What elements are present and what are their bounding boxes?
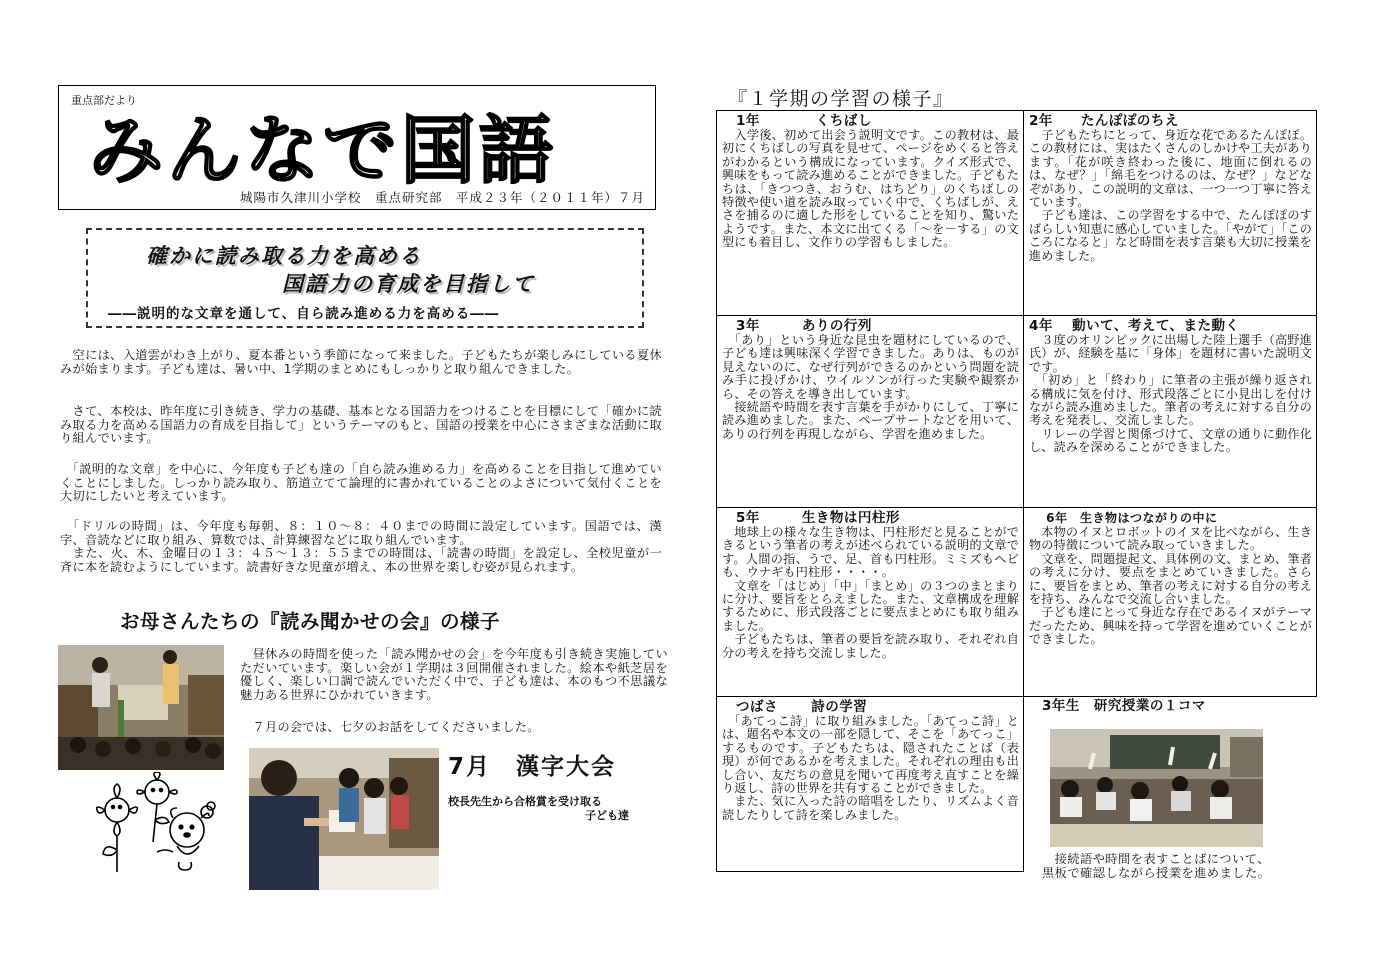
intro-paragraph-2: さて、本校は、昨年度に引き続き、学力の基礎、基本となる国語力をつけることを目標にして「確かに読み取る力を高める国語力の育成を目指して」というテーマのもと、国語の授業を中心にさまざまな活動に取り組んでいます。 [60,404,662,446]
theme-subtitle: ――説明的な文章を通して、自ら読み進める力を高める―― [108,306,500,322]
kanji-caption-line-2: 子ども達 [585,809,629,822]
grade-4-title: 4年 動いて、考えて、また動く [1029,318,1240,334]
grade-6-title: 6年 生き物はつながりの中に [1029,511,1218,525]
grade-3-body: 「あり」という身近な昆虫を題材にしているので、子ども達は興味深く学習できました。ありは、ものが見えないのに、なぜ行列ができるのかという問題を読み手に投げかけ、ウイルソンが行った実験や観察から、その答えを導き出しています。 接続語や時間を表す言葉を手がかりにして、丁寧に読み進めました。また、ペープサートなどを用いて、ありの行列を再現しながら、学習を進めました。 [722,333,1019,441]
reading-section-heading: お母さんたちの『読み聞かせの会』の様子 [120,610,501,633]
grade-2-title: 2年 たんぽぽのちえ [1029,113,1179,129]
masthead [58,85,656,210]
intro-paragraph-4: 「ドリルの時間」は、今年度も毎朝、８：１０～８：４０までの時間に設定しています。国語では、漢字、音読などに取り組み、算数では、計算練習などに取り組んでいます。 また、火、木、金曜日の１３：４５～１３：５５までの時間は、「読書の時間」を設定し、全校児童が一斉に本を読むようにしています。読書好きな児童が増え、本の世界を楽しむ姿が見られます。 [60,519,662,574]
grade-6-body: 本物のイヌとロボットのイヌを比べながら、生き物の特徴について読み取っていきました。 文章を、問題提起文、具体例の文、まとめ、筆者の考えに分け、要点をまとめていきました。さらに、要旨をまとめ、筆者の考えに対する自分の考えを持ち、みんなで交流し合いました。 子ども達にとって身近な存在であるイヌがテーマだったため、興味を持って学習を進めていくことができました。 [1029,525,1312,647]
tsubasa-body: 「あてっこ詩」に取り組みました。「あてっこ詩」とは、題名や本文の一部を隠して、そこを「あてっこ」するものです。子どもたちは、隠されたことば（表現）が何であるかを考えました。それぞれの理由も出し合い、友だちの意見を聞いて再度考え直すことを繰り返し、詩の世界を共有することができました。 また、気に入った詩の暗唱をしたり、リズムよく音読したりして詩を楽しみました。 [722,714,1019,822]
theme-box [86,228,644,328]
grade-5-title: 5年 生き物は円柱形 [722,510,900,526]
kanji-contest-heading: 7月 漢字大会 [448,754,617,780]
newsletter-title: みんなで国語 [89,108,557,194]
research-lesson-title: 3年生 研究授業の１コマ [1028,698,1206,714]
tsubasa-title: つばさ 詩の学習 [722,699,868,715]
reading-session-photo [58,645,224,770]
grade-5-cell [716,507,1024,697]
tsubasa-cell [716,696,1024,872]
grade-2-cell [1023,110,1317,316]
kanji-photo-caption [448,795,629,823]
flower-dog-illustration [95,772,225,877]
grade-1-body: 入学後、初めて出会う説明文です。この教材は、最初にくちばしの写真を見せて、ページをめくると答えがわかるという構成になっています。クイズ形式で、興味をもって読み進めることができました。子どもたちは、「きつつき、おうむ、はちどり」のくちばしの特徴や使い道を読み取っていく中で、くちばしが、えさを捕るのに適した形をしていることを知り、驚いたようです。また、本文に出てくる「～を－する」の文型にも着目し、文作りの学習もしました。 [722,128,1019,250]
kanji-contest-photo [249,748,439,890]
grade-5-body: 地球上の様々な生き物は、円柱形だと見ることができるという筆者の考えが述べられている説明的文章です。人間の指、うで、足、首も円柱形。ミミズもヘビも、ウナギも円柱形・・・・。 文章を「はじめ」「中」「まとめ」の３つのまとまりに分け、要旨をとらえました。また、文章構成を理解するために、形式段落ごとに要点まとめにも取り組みました。 子どもたちは、筆者の要旨を読み取り、それぞれ自分の考えを持ち交流しました。 [722,525,1019,660]
research-lesson-photo [1050,729,1263,847]
theme-line-1: 確かに読み取る力を高める [146,244,422,268]
reading-paragraph-2: ７月の会では、七夕のお話をしてくださいました。 [240,720,540,734]
reading-paragraph-1: 昼休みの時間を使った「読み聞かせの会」を今年度も引き続き実施していただいています。楽しい会が１学期は３回開催されました。絵本や紙芝居を優しく、楽しい口調で読んでいただく中で、子ども達は、本のもつ不思議な魅力ある世界にひかれていきます。 [240,647,668,702]
grade-1-title: 1年 くちばし [722,113,872,129]
newsletter-label: 重点部だより [71,94,137,107]
grade-2-body: 子どもたちにとって、身近な花であるたんぽぽ。この教材には、実はたくさんのしかけや工夫があります。「花が咲き終わった後に、地面に倒れるのは、なぜ？」「綿毛をつけるのは、なぜ？」などなぞがあり、この説明的文章は、一つ一つ丁寧に答えています。 子ども達は、この学習をする中で、たんぽぽのすばらしい知恵に感心していました。「やがて」「このころになると」など時間を表す言葉も大切に授業を進めました。 [1029,128,1312,263]
grade-1-cell [716,110,1024,316]
intro-paragraph-1: 空には、入道雲がわき上がり、夏本番という季節になって来ました。子どもたちが楽しみにしている夏休みが始まります。子ども達は、暑い中、1学期のまとめにもしっかりと取り組んできました。 [60,348,662,376]
grade-4-body: ３度のオリンピックに出場した陸上選手（高野進氏）が、経験を基に「身体」を題材に書いた説明文です。 「初め」と「終わり」に筆者の主張が繰り返される構成に気を付け、形式段落ごとに小見出しを付けながら読み進めました。筆者の考えに対する自分の考えを発表し、交流しました。 リレーの学習と関係づけて、文章の通りに動作化し、読みを深めることができました。 [1029,333,1312,455]
intro-paragraph-3: 「説明的な文章」を中心に、今年度も子ども達の「自ら読み進める力」を高めることを目指して進めていくことにしました。しっかり読み取り、筋道立てて論理的に書かれていることのよさについて気付くことを大切にしたいと考えています。 [60,462,662,504]
grade-3-cell [716,315,1024,508]
issue-info: 城陽市久津川小学校 重点研究部 平成２３年（２０１１年）７月 [239,190,645,205]
kanji-caption-line-1: 校長先生から合格賞を受け取る [448,795,602,808]
research-lesson-caption: 接続語や時間を表すことばについて、 黒板で確認しながら授業を進めました。 [1042,852,1271,880]
grade-4-cell [1023,315,1317,508]
grade-6-cell [1023,507,1317,697]
right-page-title: 『１学期の学習の様子』 [728,88,954,110]
theme-line-2: 国語力の育成を目指して [282,272,535,296]
grade-3-title: 3年 ありの行列 [722,318,872,334]
